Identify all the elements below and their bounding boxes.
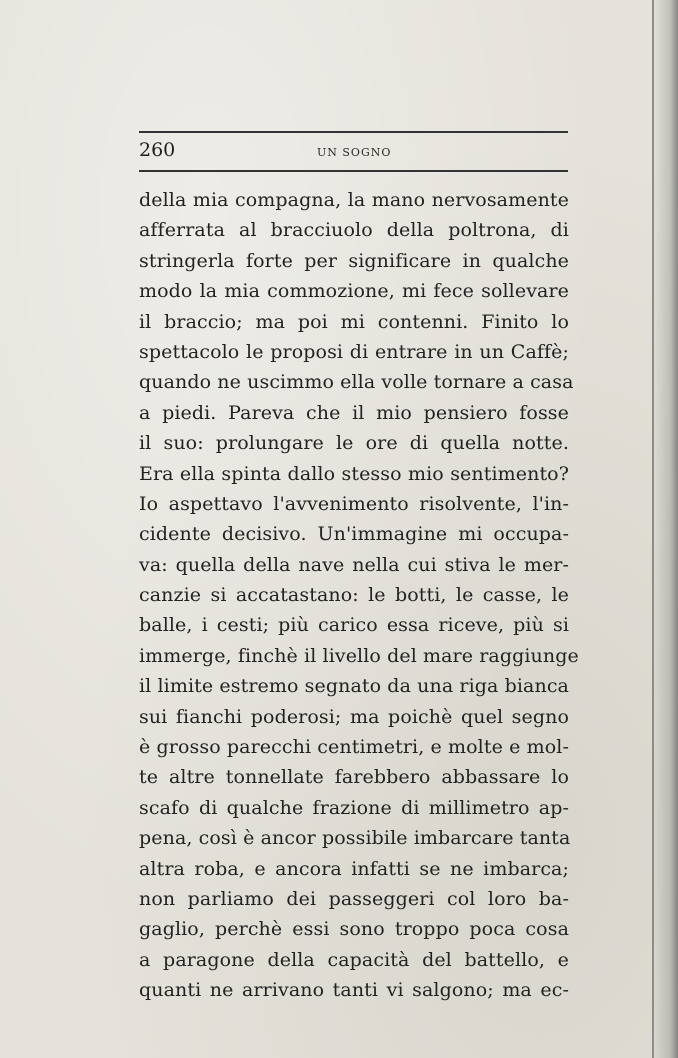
- header-top-rule: [139, 131, 568, 133]
- text-line: afferrata al bracciuolo della poltrona, di: [139, 219, 569, 242]
- text-line: a paragone della capacità del battello, e: [139, 948, 569, 971]
- page-header: [139, 134, 568, 168]
- text-line: scafo di qualche frazione di millimetro ap-: [139, 796, 569, 819]
- text-line: modo la mia commozione, mi fece sollevare: [139, 280, 569, 303]
- text-line: Era ella spinta dallo stesso mio sentimento?: [139, 462, 569, 485]
- text-line: immerge, finchè il livello del mare raggiunge: [139, 644, 579, 667]
- text-line: va: quella della nave nella cui stiva le mer-: [139, 553, 569, 576]
- text-line: il suo: prolungare le ore di quella notte.: [139, 432, 569, 455]
- text-line: il limite estremo segnato da una riga bianca: [139, 675, 569, 698]
- page-edge-shadow: [652, 0, 678, 1058]
- running-head: UN SOGNO: [317, 146, 392, 159]
- text-line: spettacolo le proposi di entrare in un Caffè;: [139, 340, 569, 363]
- text-line: della mia compagna, la mano nervosamente: [139, 189, 569, 211]
- text-line: balle, i cesti; più carico essa riceve, più si: [139, 614, 569, 637]
- text-line: quanti ne arrivano tanti vi salgono; ma ec-: [139, 979, 569, 1002]
- text-line: quando ne uscimmo ella volle tornare a casa: [139, 371, 574, 394]
- binding-edge-line: [652, 0, 654, 1058]
- text-line: stringerla forte per significare in qualche: [139, 249, 569, 272]
- text-line: altra roba, e ancora infatti se ne imbarca;: [139, 857, 569, 880]
- text-line: cidente decisivo. Un'immagine mi occupa-: [139, 523, 569, 546]
- text-line: te altre tonnellate farebbero abbassare lo: [139, 766, 569, 789]
- body-text: [139, 185, 579, 1006]
- text-line: è grosso parecchi centimetri, e molte e mol-: [139, 736, 569, 759]
- text-line: sui fianchi poderosi; ma poichè quel segno: [139, 705, 569, 728]
- text-line: gaglio, perchè essi sono troppo poca cosa: [139, 918, 569, 941]
- text-line: a piedi. Pareva che il mio pensiero fosse: [139, 401, 569, 424]
- text-line: il braccio; ma poi mi contenni. Finito lo: [139, 310, 569, 333]
- page-number: 260: [139, 139, 176, 161]
- text-line: canzie si accatastano: le botti, le casse, le: [139, 584, 569, 607]
- text-line: non parliamo dei passeggeri col loro ba-: [139, 887, 569, 910]
- text-line: pena, così è ancor possibile imbarcare tanta: [139, 827, 571, 850]
- header-bottom-rule: [139, 170, 568, 172]
- text-line: Io aspettavo l'avvenimento risolvente, l'in-: [139, 492, 569, 515]
